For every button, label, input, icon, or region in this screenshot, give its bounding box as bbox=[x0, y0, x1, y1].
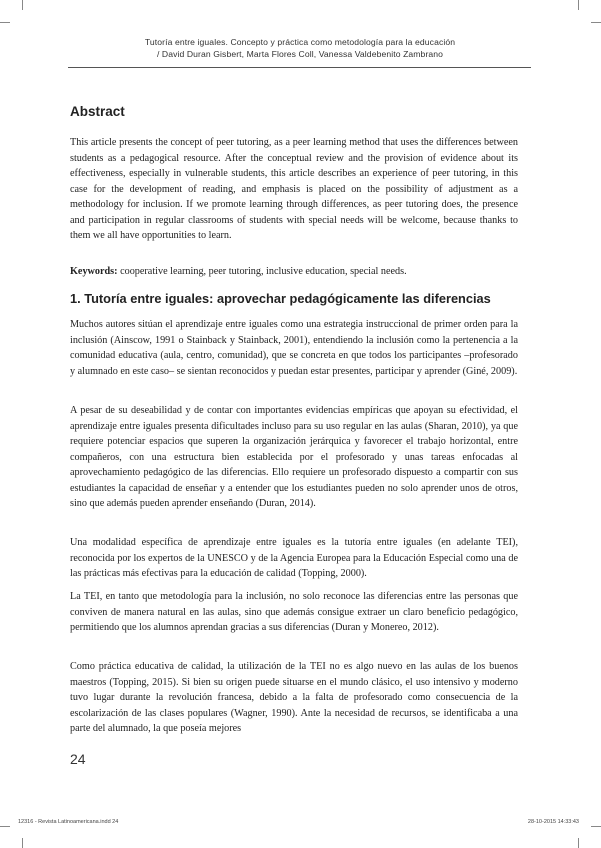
running-head bbox=[60, 36, 540, 60]
keywords-line bbox=[70, 264, 518, 280]
crop-mark bbox=[591, 826, 601, 827]
abstract-heading: Abstract bbox=[70, 104, 125, 119]
crop-mark bbox=[591, 22, 601, 23]
header-divider bbox=[68, 67, 531, 68]
body-paragraph: Una modalidad específica de aprendizaje entre iguales es la tutoría entre iguales (en adelante TEI), reconocida por los expertos de la UNESCO y de la Agencia Europea para la Educación Especial como una de las prácticas más efectivas para la educación de calidad (Topping, 2000). bbox=[70, 537, 518, 579]
crop-mark bbox=[0, 826, 10, 827]
keywords-label: Keywords: bbox=[70, 266, 118, 277]
print-slug-date: 28-10-2015 14:33:43 bbox=[527, 819, 579, 825]
crop-mark bbox=[578, 838, 579, 848]
page-number: 24 bbox=[70, 751, 86, 767]
print-slug-file: 12316 - Revista Latinoamericana.indd 24 bbox=[18, 819, 119, 825]
running-head-authors: / David Duran Gisbert, Marta Flores Coll, Vanessa Valdebenito Zambrano bbox=[156, 49, 444, 59]
crop-mark bbox=[22, 838, 23, 848]
body-paragraph: Como práctica educativa de calidad, la utilización de la TEI no es algo nuevo en las aulas de los buenos maestros (Topping, 2015). Si bien su origen puede situarse en el mundo clásico, el uso intensivo y moderno tuvo lugar durante la revolución francesa, debido a la falta de profesorado como consecuencia de la escolarización de las clases populares (Wagner, 1990). Ante la necesidad de recursos, se identificaba a una parte del alumnado, la que poseía mejores bbox=[70, 661, 518, 734]
keywords-list: cooperative learning, peer tutoring, inclusive education, special needs. bbox=[117, 266, 407, 277]
crop-mark bbox=[22, 0, 23, 10]
crop-mark bbox=[578, 0, 579, 10]
body-paragraph: Muchos autores sitúan el aprendizaje entre iguales como una estrategia instruccional de primer orden para la inclusión (Ainscow, 1991 o Stainback y Stainback, 2001), entendiendo la inclusión como la pertenencia a la comunidad educativa (aula, centro, comunidad), que se concreta en que todos los participantes –profesorado y alumnado en este caso– se sientan reconocidos y puedan estar presentes, participar y aprender (Giné, 2009). bbox=[70, 319, 518, 377]
crop-mark bbox=[0, 22, 10, 23]
section-heading: 1. Tutoría entre iguales: aprovechar pedagógicamente las diferencias bbox=[70, 291, 491, 306]
body-paragraph: La TEI, en tanto que metodología para la inclusión, no solo reconoce las diferencias entre las personas que conviven de manera natural en las aulas, sino que además consigue extraer un claro beneficio pedagógico, permitiendo que los alumnos aprendan gracias a sus diferencias (Duran y Monereo, 2012). bbox=[70, 591, 518, 633]
body-paragraph: A pesar de su deseabilidad y de contar con importantes evidencias empíricas que apoyan su efectividad, el aprendizaje entre iguales presenta dificultades incluso para su uso regular en las aulas (Sharan, 2010), ya que requiere potenciar espacios que superen la organización jerárquica y favorecer el trabajo horizontal, entre compañeros, con una estructura bien establecida por el profesorado y unas tareas enfocadas al aprovechamiento pedagógico de las diferencias. Ello requiere un profesorado dispuesto a compartir con sus estudiantes la capacidad de enseñar y a entender que los estudiantes pueden no solo aprender unos de otros, sino que además pueden aprender enseñando (Duran, 2014). bbox=[70, 405, 518, 509]
abstract-text: This article presents the concept of peer tutoring, as a peer learning method that uses the differences between students as a pedagogical resource. After the conceptual review and the provision of evidence about its effectiveness, especially in vulnerable students, this article describes an experience of peer tutoring, in this case for the development of reading, and emphasis is placed on the possibility of adjustment as a methodology for inclusion. If we promote learning through differences, as peer tutoring does, the presence and participation in regular classrooms of students with special needs will be welcome, because thanks to them we all have opportunities to learn. bbox=[70, 137, 518, 241]
running-head-title: Tutoría entre iguales. Concepto y práctica como metodología para la educación bbox=[144, 37, 456, 47]
